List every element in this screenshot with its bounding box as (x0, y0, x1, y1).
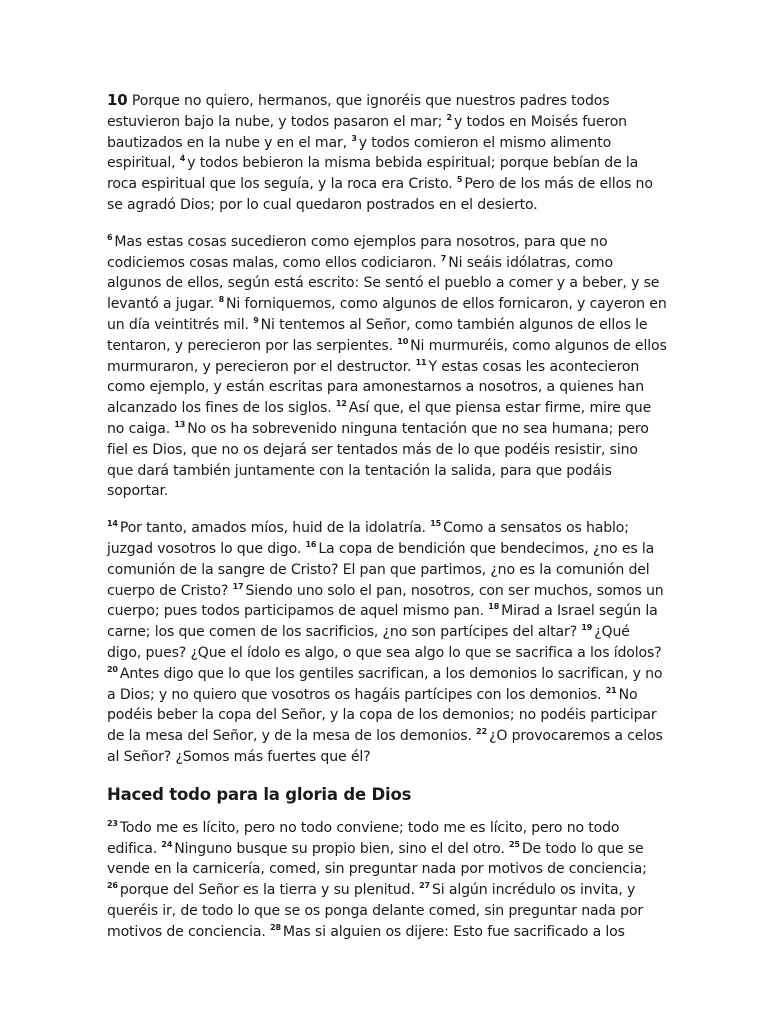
verse-number: 12 (335, 399, 347, 409)
verse-text: Así que, el que piensa estar firme, mire que no caiga. (107, 400, 652, 437)
verse-number: 4 (179, 154, 186, 164)
verse-number: 10 (397, 336, 409, 346)
verse-number: 25 (509, 839, 520, 849)
verse-number: 7 (440, 253, 447, 263)
verse-text: Mas si alguien os dijere: Esto fue sacrificado a los (282, 923, 625, 940)
verse-text: Porque no quiero, hermanos, que ignoréis que nuestros padres todos estuvieron bajo la nube, y todos pasaron el mar; (107, 93, 610, 130)
verse-text: Antes digo que lo que los gentiles sacrifican, a los demonios lo sacrifican, y no a Dios; y no quiero que vosotros os hagáis partícipes con los demonios. (107, 665, 663, 703)
paragraph (107, 518, 667, 768)
verse-text: Ni seáis idólatras, como algunos de ellos, según está escrito: Se sentó el pueblo a comer y a beber, y se levantó a jugar. (107, 254, 660, 313)
verse-number: 23 (107, 818, 118, 828)
verse-number: 18 (488, 602, 500, 612)
verse-text: Si algún incrédulo os invita, y queréis ir, de todo lo que se os ponga delante comed, sin preguntar nada por motivos de conciencia. (107, 882, 644, 940)
verse-text: y todos en Moisés fueron bautizados en la nube y en el mar, (107, 113, 627, 151)
verse-number: 26 (107, 881, 118, 891)
verse-number: 5 (456, 175, 463, 185)
verse-text: y todos comieron el mismo alimento espiritual, (107, 134, 612, 172)
verse-text: Como a sensatos os hablo; juzgad vosotros lo que digo. (107, 520, 629, 557)
verse-text: y todos bebieron la misma bebida espiritual; porque bebían de la roca espiritual que los seguía, y la roca era Cristo. (107, 155, 639, 193)
paragraph (107, 90, 667, 216)
verse-text: Ninguno busque su propio bien, sino el del otro. (174, 840, 509, 857)
verse-number: 20 (107, 664, 118, 674)
verse-text: No os ha sobrevenido ninguna tentación que no sea humana; pero fiel es Dios, que no os dejará ser tentados más de lo que podéis resistir, sino que dará también juntamente con la tentación la salida, para que podáis soportar. (107, 420, 649, 500)
verse-number: 24 (161, 839, 173, 849)
verse-text: porque del Señor es la tierra y su plenitud. (119, 882, 420, 899)
verse-number: 21 (605, 685, 617, 695)
verse-text: Ni tentemos al Señor, como también algunos de ellos le tentaron, y perecieron por las serpientes. (107, 316, 648, 354)
section-heading: Haced todo para la gloria de Dios (107, 784, 412, 804)
verse-number: 2 (446, 112, 452, 122)
verse-number: 22 (476, 727, 487, 737)
verse-number: 11 (415, 357, 427, 367)
verse-text: Mas estas cosas sucedieron como ejemplos para nosotros, para que no codiciemos cosas malas, como ellos codiciaron. (107, 233, 608, 271)
verse-number: 15 (430, 519, 442, 529)
verse-number: 17 (232, 581, 244, 591)
verse-number: 14 (107, 519, 118, 529)
verse-number: 13 (174, 419, 186, 429)
verse-number: 6 (107, 232, 113, 242)
paragraph (107, 818, 667, 943)
verse-text: Siendo uno solo el pan, nosotros, con ser muchos, somos un cuerpo; pues todos participamos de aquel mismo pan. (107, 582, 664, 620)
verse-number: 19 (581, 623, 593, 633)
verse-number: 9 (253, 315, 259, 325)
body-text (107, 90, 667, 958)
verse-text: La copa de bendición que bendecimos, ¿no es la comunión de la sangre de Cristo? El pan que partimos, ¿no es la comunión del cuerpo de Cristo? (107, 540, 655, 599)
verse-text: No podéis beber la copa del Señor, y la copa de los demonios; no podéis participar de la mesa del Señor, y de la mesa de los demonios. (107, 686, 657, 745)
verse-text: Y estas cosas les acontecieron como ejemplo, y están escritas para amonestarnos a nosotros, a quienes han alcanzado los fines de los siglos. (107, 358, 645, 417)
verse-text: Pero de los más de ellos no se agradó Dios; por lo cual quedaron postrados en el desierto. (107, 176, 653, 213)
verse-text: Ni forniquemos, como algunos de ellos fornicaron, y cayeron en un día veintitrés mil. (107, 296, 667, 333)
verse-text: Por tanto, amados míos, huid de la idolatría. (119, 520, 431, 537)
verse-number: 8 (218, 295, 225, 305)
verse-text: De todo lo que se vende en la carnicería, comed, sin preguntar nada por motivos de conciencia; (107, 840, 647, 878)
paragraph (107, 232, 667, 502)
verse-text: Mirad a Israel según la carne; los que comen de los sacrificios, ¿no son partícipes del altar? (107, 603, 658, 641)
chapter-number: 10 (107, 91, 128, 109)
verse-text: Ni murmuréis, como algunos de ellos murmuraron, y perecieron por el destructor. (107, 337, 667, 375)
verse-number: 3 (351, 133, 357, 143)
verse-text: ¿Qué digo, pues? ¿Que el ídolo es algo, o que sea algo lo que se sacrifica a los ídolos? (107, 624, 662, 661)
verse-text: Todo me es lícito, pero no todo conviene; todo me es lícito, pero no todo edifica. (107, 819, 620, 857)
verse-number: 16 (305, 539, 317, 549)
verse-number: 28 (270, 922, 281, 932)
verse-text: ¿O provocaremos a celos al Señor? ¿Somos más fuertes que él? (107, 728, 663, 765)
verse-number: 27 (419, 881, 430, 891)
